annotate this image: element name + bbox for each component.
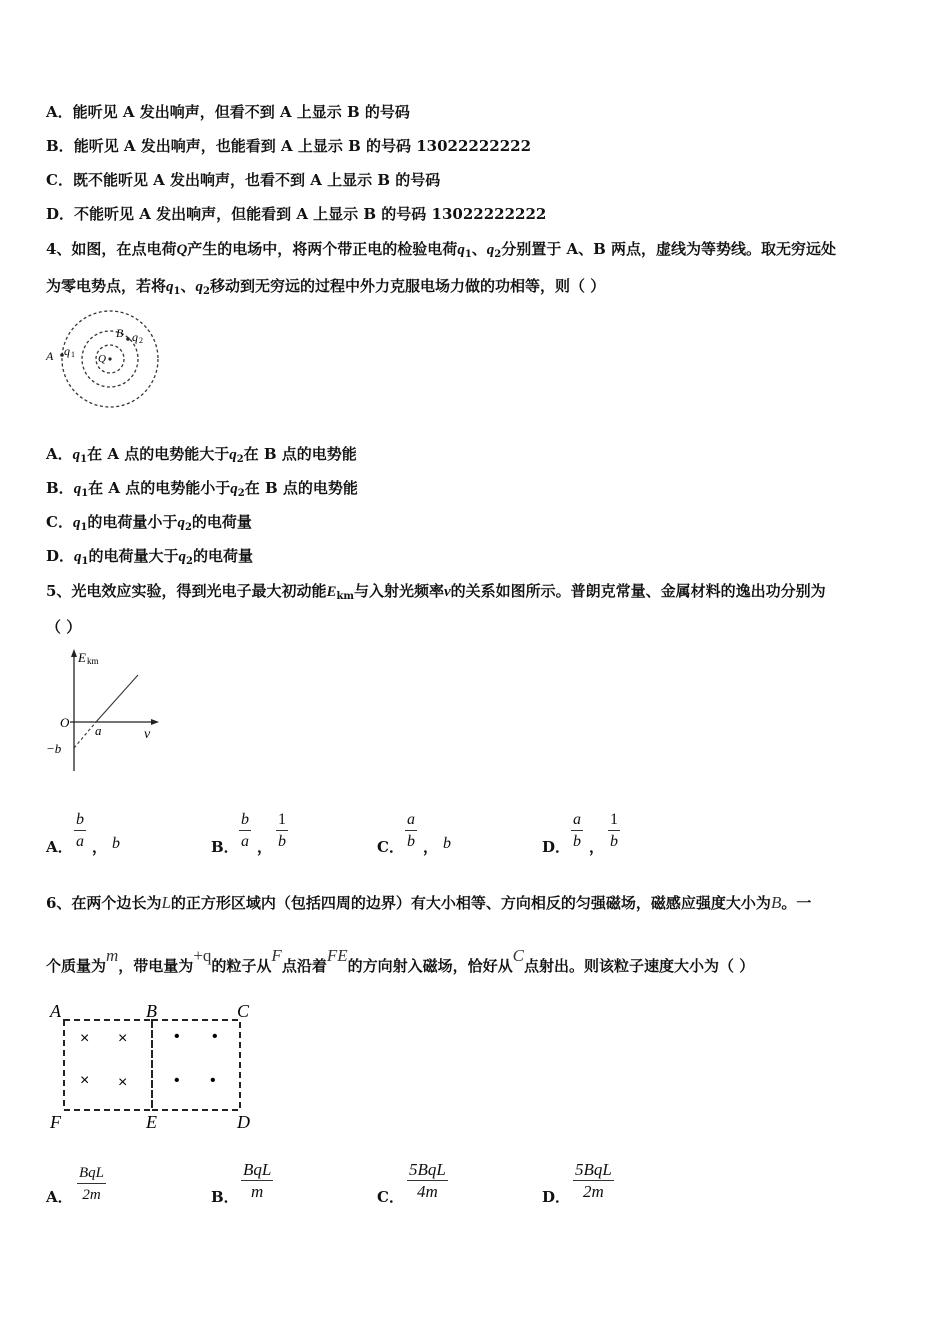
text: 在 B 点的电势能 [244, 479, 358, 497]
denominator: b [276, 830, 288, 853]
label-origin: O [60, 715, 70, 730]
FE-symbol: FE [326, 946, 348, 965]
text: 与入射光频率 [353, 582, 444, 600]
sub: 1 [464, 249, 472, 260]
label-nu: ν [144, 727, 151, 742]
option-letter: C． [46, 513, 73, 531]
numerator: b [241, 811, 249, 828]
label-Q: Q [98, 353, 106, 365]
label-q2: q [132, 330, 138, 344]
fraction [77, 1163, 106, 1206]
text: （ ） [46, 618, 82, 636]
text: 4、如图，在点电荷 [46, 240, 177, 258]
text: 在 B 点的电势能 [243, 445, 357, 463]
corner-label-F: F [50, 1112, 61, 1132]
text: 的粒子从 [211, 957, 272, 975]
sep: 、 [180, 277, 196, 295]
q2: q [230, 481, 238, 497]
q2: q [229, 447, 237, 463]
label-B: B [116, 326, 124, 340]
label-q2-sub: 2 [139, 336, 143, 345]
q1: q [72, 515, 81, 531]
F-symbol: F [271, 946, 282, 965]
text: 5、光电效应实验，得到光电子最大初动能 [46, 582, 327, 600]
x-axis-arrow [151, 719, 159, 725]
option-text: 既不能听见 A 发出响声，也看不到 A 上显示 B 的号码 [72, 171, 441, 189]
C-symbol: C [512, 946, 524, 965]
fraction-2 [276, 810, 288, 853]
option-letter: B． [211, 1188, 239, 1206]
field-into-page-icon: × [80, 1030, 90, 1047]
option-letter: A． [46, 103, 73, 121]
comma: ， [423, 838, 439, 856]
field-out-of-page-icon: • [210, 1072, 216, 1089]
denominator: b [608, 830, 620, 853]
q4-option-b [46, 478, 358, 504]
option-letter: A． [46, 445, 73, 463]
field-out-of-page-icon: • [174, 1072, 180, 1089]
sub: 2 [203, 286, 210, 297]
q3-option-b [46, 136, 531, 156]
option-text: 能听见 A 发出响声，但看不到 A 上显示 B 的号码 [72, 103, 410, 121]
charge-Q-dot [108, 357, 111, 360]
fraction [573, 1160, 614, 1203]
q6-magnetic-field-figure [44, 995, 264, 1135]
text: 个质量为 [46, 957, 107, 975]
second-value: b [443, 835, 451, 852]
plus-q-symbol: +q [193, 946, 212, 965]
denominator: 2m [573, 1180, 614, 1203]
text: 的电荷量小于 [87, 513, 178, 531]
q5-stem-line1 [46, 581, 826, 607]
option-letter: C． [377, 838, 404, 856]
q3-option-a [46, 102, 410, 122]
q4-equipotential-figure [40, 305, 170, 415]
denominator: a [74, 830, 86, 853]
denominator: a [239, 830, 251, 853]
text: 点射出。则该粒子速度大小为（ ） [523, 957, 755, 975]
text: 的方向射入磁场，恰好从 [347, 957, 513, 975]
option-letter: A． [46, 838, 73, 856]
denominator: b [405, 830, 417, 853]
q4-option-c [46, 512, 252, 538]
option-letter: D． [542, 1188, 571, 1206]
fraction-2 [608, 810, 620, 853]
option-letter: B． [46, 137, 74, 155]
option-letter: A． [46, 1188, 73, 1206]
numerator: 5BqL [575, 1160, 612, 1179]
label-ylabel: E [78, 650, 86, 665]
field-out-of-page-icon: • [212, 1028, 218, 1045]
corner-label-C: C [237, 1001, 250, 1021]
y-axis-arrow [71, 649, 77, 657]
second-value: b [112, 835, 120, 852]
sub: 2 [237, 488, 245, 499]
text: 在 A 点的电势能小于 [88, 479, 231, 497]
fraction [239, 810, 251, 853]
numerator: BqL [79, 1165, 105, 1181]
option-letter: B． [211, 838, 239, 856]
label-a: a [95, 723, 102, 738]
fraction [241, 1160, 273, 1203]
option-text: 不能听见 A 发出响声，但能看到 A 上显示 B 的号码 13022222222 [74, 205, 547, 223]
q2: q [486, 242, 495, 258]
sub: 1 [80, 454, 88, 465]
text: 。一 [781, 894, 812, 912]
comma: ， [589, 838, 605, 856]
numerator: 5BqL [409, 1160, 446, 1179]
numerator: a [573, 811, 581, 828]
sub: 1 [173, 286, 181, 297]
option-letter: D． [542, 838, 571, 856]
point-B-dot [126, 337, 130, 341]
option-letter: C． [46, 171, 73, 189]
fraction [407, 1160, 448, 1203]
text: 6、在两个边长为 [46, 894, 162, 912]
text: 的电荷量 [192, 547, 253, 565]
text: 分别置于 A、B 两点，虚线为等势线。取无穷远处 [501, 240, 837, 258]
corner-label-B: B [146, 1001, 157, 1021]
sub: 2 [236, 454, 244, 465]
option-text: 能听见 A 发出响声，也能看到 A 上显示 B 的号码 13022222222 [73, 137, 532, 155]
text: ，带电量为 [118, 957, 194, 975]
field-into-page-icon: × [80, 1072, 90, 1089]
denominator: 4m [407, 1180, 448, 1203]
label-q1: q [64, 344, 70, 358]
text: 的正方形区域内（包括四周的边界）有大小相等、方向相反的匀强磁场，磁感应强度大小为 [170, 894, 771, 912]
sep: 、 [471, 240, 487, 258]
text: 点沿着 [281, 957, 327, 975]
right-square [152, 1020, 240, 1110]
numerator: a [407, 811, 415, 828]
text: 的电荷量 [191, 513, 252, 531]
denominator: m [241, 1180, 273, 1203]
text: 在 A 点的电势能大于 [87, 445, 230, 463]
sub: 1 [81, 488, 89, 499]
label-ylabel-sub: km [87, 656, 99, 666]
sub: 2 [494, 249, 502, 260]
q5-graph [40, 645, 170, 775]
fraction [74, 810, 86, 853]
corner-label-A: A [50, 1001, 61, 1021]
option-letter: D． [46, 547, 75, 565]
q1: q [166, 279, 174, 295]
nu-symbol: ν [444, 584, 451, 600]
q4-stem-line1 [46, 239, 836, 265]
text: 的关系如图所示。普朗克常量、金属材料的逸出功分别为 [450, 582, 826, 600]
fraction [571, 810, 583, 853]
field-into-page-icon: × [118, 1074, 128, 1091]
q3-option-d [46, 204, 546, 224]
label-minus-b: −b [46, 741, 62, 756]
sub: 1 [80, 522, 88, 533]
numerator: b [76, 811, 84, 828]
option-letter: B． [46, 479, 74, 497]
q2: q [177, 515, 185, 531]
text: 产生的电场中，将两个带正电的检验电荷 [187, 240, 458, 258]
q5-stem-line2 [46, 617, 81, 637]
numerator: BqL [243, 1160, 272, 1179]
numerator: 1 [278, 811, 286, 828]
label-q1-sub: 1 [71, 350, 75, 359]
sub: 1 [81, 556, 89, 567]
option-letter: D． [46, 205, 75, 223]
q4-option-d [46, 546, 253, 572]
q1: q [457, 242, 465, 258]
comma: ， [257, 838, 273, 856]
text: 的电荷量大于 [88, 547, 179, 565]
left-square [64, 1020, 152, 1110]
text: 为零电势点，若将 [46, 277, 167, 295]
fraction [405, 810, 417, 853]
q4-stem-line2 [46, 276, 605, 302]
corner-label-E: E [146, 1112, 157, 1132]
charge-Q: Q [176, 242, 188, 258]
q2: q [178, 549, 186, 565]
sub: km [336, 591, 354, 602]
sub: 2 [186, 556, 193, 567]
denominator: b [571, 830, 583, 853]
q1: q [74, 549, 82, 565]
comma: ， [92, 838, 108, 856]
L-symbol: L [161, 893, 171, 912]
sub: 2 [184, 522, 192, 533]
m-symbol: m [106, 946, 119, 965]
field-out-of-page-icon: • [174, 1028, 180, 1045]
numerator: 1 [610, 811, 618, 828]
field-into-page-icon: × [118, 1030, 128, 1047]
ekm-line [96, 675, 138, 722]
option-letter: C． [377, 1188, 404, 1206]
E-symbol: E [326, 584, 337, 600]
q2: q [195, 279, 203, 295]
q4-option-a [46, 444, 357, 470]
q3-option-c [46, 170, 440, 190]
label-A: A [46, 349, 54, 363]
q6-stem-line1 [46, 893, 811, 913]
text: 移动到无穷远的过程中外力克服电场力做的功相等，则（ ） [209, 277, 606, 295]
q1: q [73, 481, 82, 497]
corner-label-D: D [237, 1112, 250, 1132]
q1: q [72, 447, 81, 463]
denominator: 2m [77, 1183, 106, 1206]
B-symbol: B [770, 893, 782, 912]
q6-stem-line2 [46, 946, 755, 976]
extrapolated-line [74, 722, 96, 748]
